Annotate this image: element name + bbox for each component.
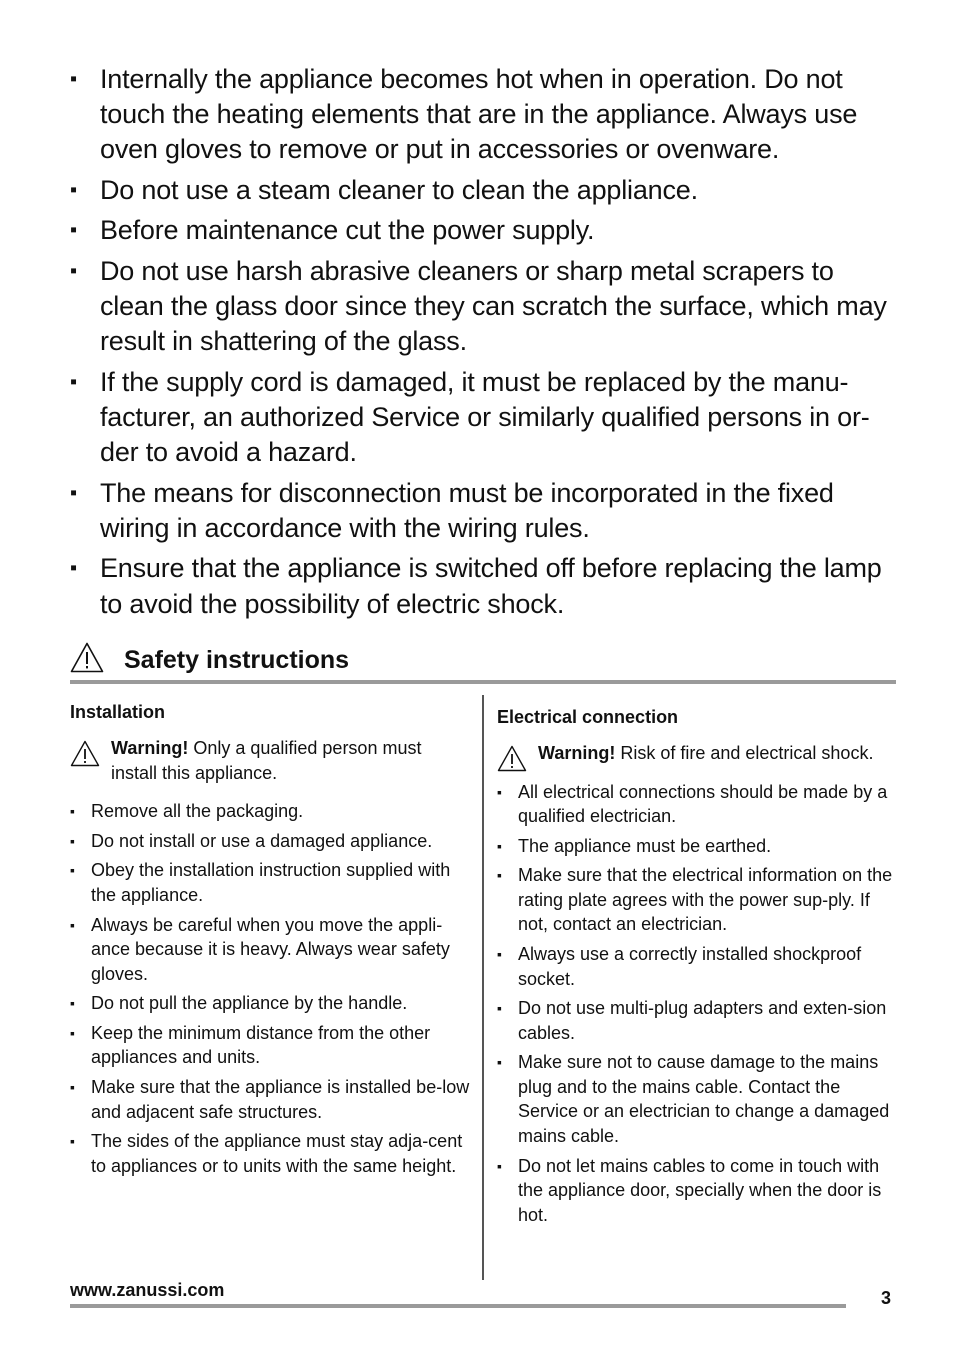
bullet-icon: ▪ — [70, 557, 77, 580]
list-item: ▪ Before maintenance cut the power supply. — [70, 213, 900, 248]
bullet-icon: ▪ — [497, 1054, 502, 1071]
bullet-icon: ▪ — [70, 832, 75, 849]
installation-list — [70, 799, 470, 1178]
section-header — [70, 640, 896, 684]
list-item: ▪ Do not install or use a damaged appliance. — [70, 829, 470, 854]
column-divider — [482, 695, 484, 1280]
list-item: ▪ Internally the appliance becomes hot when in operation. Do not touch the heating elements that are in the appliance. Always use oven gloves to remove or put in accessories or ovenware. — [70, 64, 858, 165]
section-divider — [70, 680, 896, 684]
list-item: ▪ Make sure that the appliance is installed be-low and adjacent safe structures. — [70, 1077, 470, 1122]
bullet-icon: ▪ — [497, 1157, 502, 1174]
warning-label: Warning! — [111, 738, 189, 758]
bullet-icon: ▪ — [70, 862, 75, 879]
bullet-icon: ▪ — [70, 259, 77, 282]
warning-label: Warning! — [538, 743, 616, 763]
bullet-icon: ▪ — [497, 867, 502, 884]
bullet-icon: ▪ — [497, 837, 502, 854]
list-item: ▪ Make sure not to cause damage to the mains plug and to the mains cable. Contact the Service or an electrician to change a damaged mains cable. — [497, 1052, 890, 1146]
list-item: ▪ All electrical connections should be made by a qualified electrician. — [497, 781, 888, 826]
list-item: ▪ Make sure that the electrical information on the rating plate agrees with the power sup-ply. If not, contact an electrician. — [497, 865, 893, 935]
list-item: ▪ Obey the installation instruction supplied with the appliance. — [70, 860, 451, 905]
bullet-icon: ▪ — [497, 783, 502, 800]
installation-warning — [70, 736, 470, 785]
bullet-icon: ▪ — [70, 1133, 75, 1150]
footer-url[interactable]: www.zanussi.com — [70, 1280, 225, 1300]
warning-triangle-icon — [70, 642, 104, 673]
electrical-warning — [497, 741, 897, 766]
installation-heading: Installation — [70, 702, 166, 722]
list-item: ▪ If the supply cord is damaged, it must be replaced by the manu-facturer, an authorized Service or similarly qualified persons in or-der to avoid a hazard. — [70, 366, 870, 468]
installation-column — [70, 700, 470, 1184]
list-item: ▪ The means for disconnection must be incorporated in the fixed wiring in accordance with the wiring rules. — [70, 477, 834, 543]
page-number: 3 — [881, 1288, 892, 1308]
bullet-icon: ▪ — [70, 219, 77, 242]
electrical-heading: Electrical connection — [497, 707, 679, 727]
electrical-list — [497, 780, 897, 1228]
electrical-column — [497, 705, 897, 1232]
section-title: Safety instructions — [124, 646, 350, 674]
list-item: ▪ Do not use harsh abrasive cleaners or sharp metal scrapers to clean the glass door since they can scratch the surface, which may result in shattering of the glass. — [70, 255, 887, 357]
bullet-icon: ▪ — [70, 916, 75, 933]
list-item: ▪ Do not use multi-plug adapters and exten-sion cables. — [497, 998, 887, 1043]
list-item: ▪ Remove all the packaging. — [70, 799, 470, 824]
bullet-icon: ▪ — [70, 370, 77, 393]
footer-divider — [70, 1304, 846, 1308]
bullet-icon: ▪ — [70, 1079, 75, 1096]
bullet-icon: ▪ — [70, 481, 77, 504]
bullet-icon: ▪ — [70, 1024, 75, 1041]
warning-text: Risk of fire and electrical shock. — [620, 743, 874, 763]
list-item: ▪ Keep the minimum distance from the other appliances and units. — [70, 1022, 431, 1068]
warning-triangle-icon — [497, 745, 527, 772]
list-item: ▪ The appliance must be earthed. — [497, 834, 897, 859]
list-item: ▪ Always be careful when you move the appli-ance because it is heavy. Always wear safety gloves. — [70, 914, 450, 984]
warning-triangle-icon — [70, 740, 100, 767]
bullet-icon: ▪ — [70, 68, 77, 90]
bullet-icon: ▪ — [70, 178, 77, 201]
list-item: ▪ Ensure that the appliance is switched off before replacing the lamp to avoid the possibility of electric shock. — [70, 553, 882, 619]
list-item: ▪ Do not let mains cables to come in touch with the appliance door, specially when the door is hot. — [497, 1155, 882, 1225]
bullet-icon: ▪ — [497, 1000, 502, 1017]
list-item: ▪ Always use a correctly installed shockproof socket. — [497, 944, 862, 989]
top-bullet-list — [70, 62, 900, 627]
bullet-icon: ▪ — [497, 946, 502, 963]
bullet-icon: ▪ — [70, 995, 75, 1012]
bullet-icon: ▪ — [70, 803, 75, 819]
warning-text: Only a qualified person must install this appliance. — [111, 738, 422, 783]
list-item: ▪ The sides of the appliance must stay adja-cent to appliances or to units with the same height. — [70, 1131, 463, 1176]
list-item: ▪ Do not pull the appliance by the handle. — [70, 991, 470, 1016]
list-item: ▪ Do not use a steam cleaner to clean the appliance. — [70, 173, 900, 208]
